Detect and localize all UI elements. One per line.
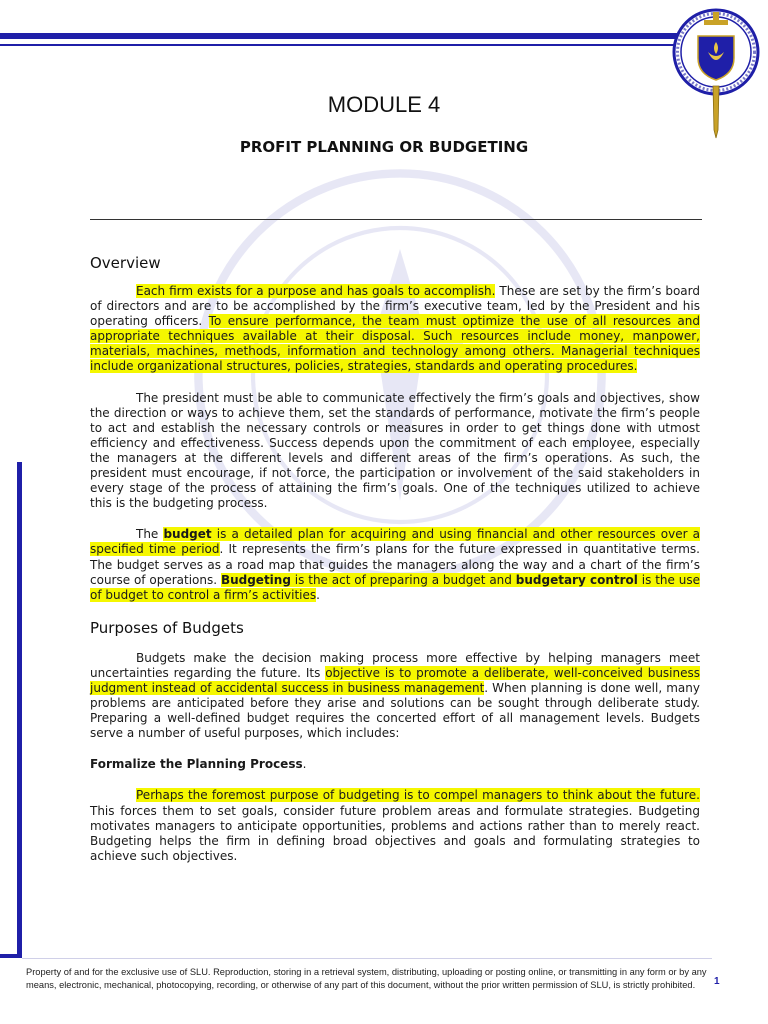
highlighted-text: budget xyxy=(163,527,212,542)
text-run: Budgets make the decision making process more effective by helping managers meet uncertainties regarding the future. Its xyxy=(90,650,700,680)
document-body xyxy=(90,254,700,880)
highlighted-text: To ensure performance, the team must optimize the use of all resources and appropriate techniques available at their disposal. Such resources include money, manpower, materials, machines, methods, information and technology among others. Managerial techniques include organizational structures, policies, strategies, standards and operating procedures. xyxy=(90,314,700,374)
subheading xyxy=(90,757,700,772)
highlighted-text: Budgeting xyxy=(220,572,291,587)
highlighted-text: is a detailed plan for acquiring and using financial and other resources over a specified time period xyxy=(90,527,700,557)
module-title: MODULE 4 xyxy=(327,92,441,117)
text-run: . xyxy=(316,587,320,602)
highlighted-text: Each firm exists for a purpose and has goals to accomplish. xyxy=(136,284,496,298)
text-run: The xyxy=(136,527,164,542)
paragraph xyxy=(90,391,700,512)
highlighted-text: budgetary control xyxy=(515,572,638,587)
text-run: The president must be able to communicate effectively the firm’s goals and objectives, show the direction or ways to achieve them, set the standards of performance, motivate the firm’s people to act and establish the necessary controls or measures in order to get things done with utmost efficiency and effectiveness. Success depends upon the commitment of each employee, especially the managers at the different levels and different areas of the firm’s operations. As such, the president must encourage, if not force, the participation or involvement of the said stakeholders in every stage of the process of attaining the firm’s goals. One of the techniques utilized to achieve this is the budgeting process. xyxy=(90,390,700,511)
highlighted-text: objective is to promote a deliberate, well-conceived business judgment instead of accidental success in business management xyxy=(90,665,700,695)
paragraph xyxy=(90,284,700,375)
section-heading-purposes: Purposes of Budgets xyxy=(90,618,244,637)
paragraph xyxy=(90,527,700,602)
header-rule-thin xyxy=(0,44,712,46)
header-rule-thick xyxy=(0,33,712,39)
text-run: This forces them to set goals, consider future problem areas and formulate strategies. Budgeting motivates managers to anticipate opportunities, problems and actions rather than to merely react. Budgeting helps the firm in defining broad objectives and goals and formulating strategies to achieve such objectives. xyxy=(90,803,700,863)
section-heading-overview: Overview xyxy=(90,254,161,272)
page-number: 1 xyxy=(714,976,720,987)
text-run: These are set by the firm’s board of directors and are to be accomplished by the firm’s executive team, led by the President and his operating officers. xyxy=(90,284,700,329)
module-subtitle: PROFIT PLANNING OR BUDGETING xyxy=(239,138,529,156)
paragraph xyxy=(90,651,700,742)
highlighted-text: is the act of preparing a budget and xyxy=(290,572,516,587)
text-run: . It represents the firm’s plans for the future expressed in quantitative terms. The budget serves as a road map that guides the managers along the way and a chart of the firm’s course of operations. xyxy=(90,542,700,587)
footer-notice: Property of and for the exclusive use of SLU. Reproduction, storing in a retrieval system, distributing, uploading or posting online, or transmitting in any form or by any means, electronic, mechanical, photocopying, recording, or otherwise of any part of this document, without the prior written permission of SLU, is strictly prohibited. xyxy=(26,967,707,990)
paragraph xyxy=(90,788,700,863)
subheading-text: Formalize the Planning Process xyxy=(90,757,303,772)
margin-rule-vertical xyxy=(17,462,22,957)
highlighted-text: Perhaps the foremost purpose of budgeting is to compel managers to think about the future. xyxy=(136,788,700,803)
text-run: . When planning is done well, many problems are anticipated before they arise and solutions can be sought through deliberate study. Preparing a well-defined budget requires the concerted effort of all management levels. Budgets serve a number of useful purposes, which includes: xyxy=(90,680,700,741)
subheading-suffix: . xyxy=(302,757,307,772)
university-seal-icon xyxy=(668,6,764,140)
title-divider xyxy=(90,219,702,220)
margin-rule-foot xyxy=(0,954,22,958)
highlighted-text: is the use of budget to control a firm’s activities xyxy=(90,572,700,602)
footer-divider xyxy=(22,958,712,959)
